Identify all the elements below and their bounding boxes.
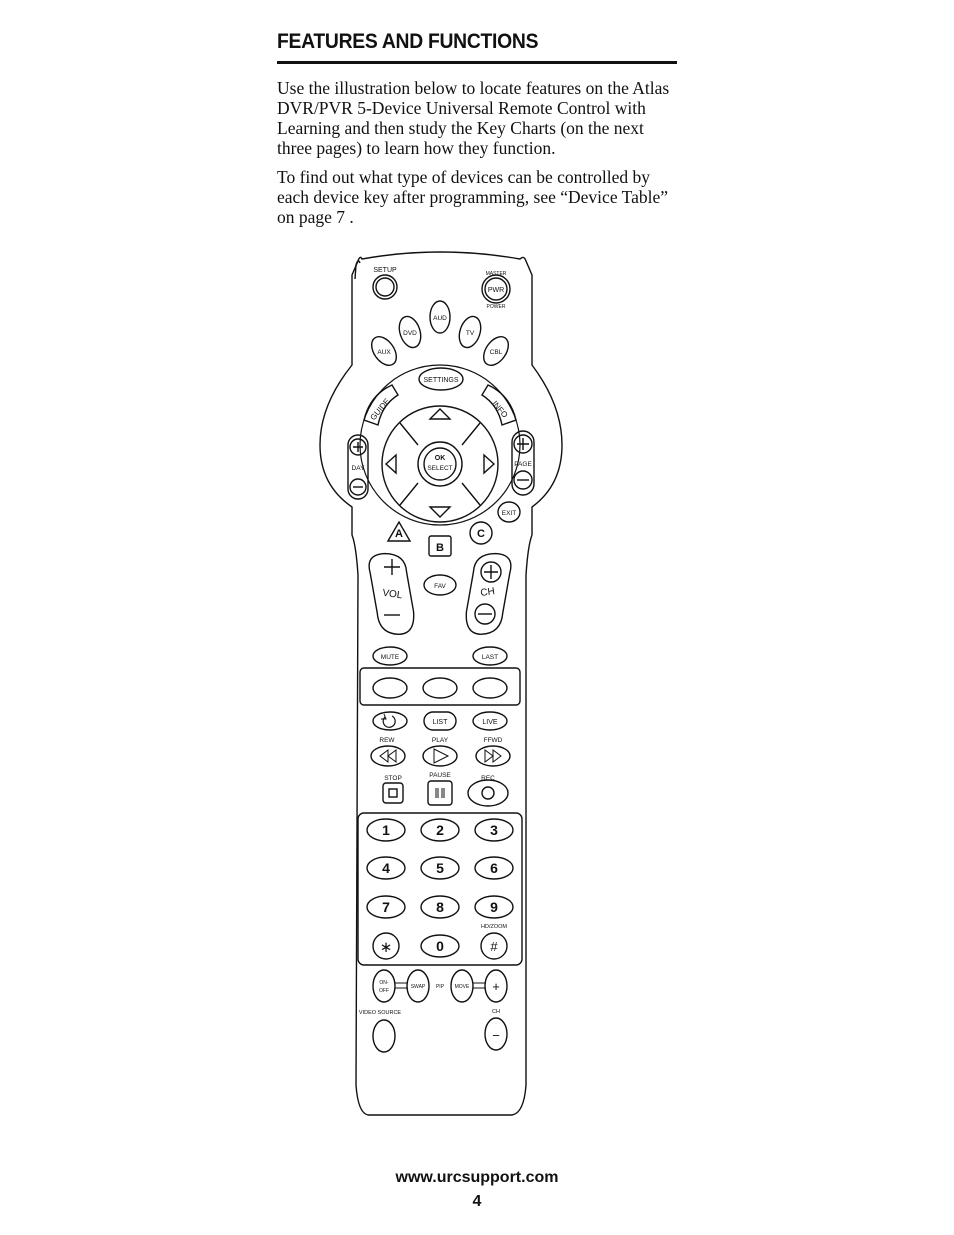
svg-text:−: − (492, 1028, 500, 1043)
svg-text:CH: CH (492, 1009, 500, 1015)
stop-icon (389, 789, 397, 797)
ok-select-button (424, 448, 456, 480)
page-heading: FEATURES AND FUNCTIONS (277, 30, 539, 53)
svg-text:B: B (436, 542, 444, 554)
svg-text:FFWD: FFWD (483, 737, 503, 744)
svg-text:MOVE: MOVE (454, 984, 470, 990)
svg-text:DVD: DVD (403, 330, 417, 337)
svg-text:MASTER: MASTER (485, 271, 507, 277)
key-1: 1 (382, 822, 390, 838)
svg-text:C: C (477, 528, 485, 540)
pause-icon (436, 788, 444, 798)
up-arrow-icon (430, 409, 450, 419)
svg-text:PAGE: PAGE (514, 461, 532, 468)
intro-paragraph: Use the illustration below to locate features on the Atlas DVR/PVR 5-Device Universal Remote Control with Learning and then study the Key Charts (on the next three pages) to learn how they function. (277, 78, 670, 158)
svg-text:FAV: FAV (434, 583, 446, 590)
svg-text:MUTE: MUTE (380, 654, 400, 661)
page-number: 4 (472, 1193, 482, 1210)
rec-button (468, 780, 508, 806)
key-5: 5 (436, 860, 444, 876)
rew-icon (380, 750, 396, 762)
svg-text:A: A (395, 528, 403, 540)
heading-rule (277, 61, 677, 64)
svg-text:AUD: AUD (433, 315, 447, 322)
svg-text:SWAP: SWAP (410, 984, 426, 990)
svg-text:STOP: STOP (384, 775, 402, 782)
svg-text:SELECT: SELECT (427, 465, 453, 472)
svg-text:EXIT: EXIT (501, 510, 517, 517)
ffwd-icon (485, 750, 501, 762)
svg-text:PAUSE: PAUSE (429, 772, 451, 779)
key-hash: # (490, 939, 498, 954)
svg-text:CH: CH (479, 586, 496, 599)
pwr-label: PWR (487, 287, 505, 294)
svg-text:VIDEO SOURCE: VIDEO SOURCE (358, 1010, 402, 1016)
key-9: 9 (490, 899, 498, 915)
svg-text:AUX: AUX (377, 349, 391, 356)
play-button (423, 746, 457, 766)
left-arrow-icon (386, 455, 396, 473)
key-2: 2 (436, 822, 444, 838)
svg-text:REW: REW (379, 737, 395, 744)
key-3: 3 (490, 822, 498, 838)
key-8: 8 (436, 899, 444, 915)
svg-text:VOL: VOL (381, 587, 404, 602)
svg-text:INFO: INFO (490, 399, 510, 420)
svg-text:PLAY: PLAY (431, 737, 449, 744)
svg-text:OFF: OFF (379, 988, 389, 994)
dpad-outer (382, 406, 498, 522)
pause-button (428, 781, 452, 805)
device-table-paragraph: To find out what type of devices can be controlled by each device key after programming, see “Device Table” on page 7 . (277, 167, 669, 227)
rec-icon (482, 787, 494, 799)
key-0: 0 (436, 938, 444, 954)
svg-text:SETTINGS: SETTINGS (423, 377, 459, 384)
svg-text:LIST: LIST (432, 719, 448, 726)
play-icon (434, 749, 448, 763)
stop-button (383, 783, 403, 803)
key-star: ∗ (379, 939, 393, 956)
setup-label: SETUP (373, 267, 397, 274)
key-6: 6 (490, 860, 498, 876)
svg-text:DAY: DAY (351, 465, 365, 472)
svg-text:+: + (492, 979, 500, 994)
remote-illustration (300, 245, 580, 1125)
svg-text:HD/ZOOM: HD/ZOOM (481, 924, 507, 930)
key-4: 4 (382, 860, 390, 876)
svg-text:REC: REC (481, 775, 495, 782)
svg-text:CBL: CBL (489, 349, 503, 356)
svg-text:GUIDE: GUIDE (368, 396, 392, 422)
pip-on-off-button (373, 970, 395, 1002)
color-keys-panel (360, 668, 520, 705)
svg-text:LIVE: LIVE (482, 719, 498, 726)
svg-text:PIP: PIP (435, 984, 445, 990)
footer-url: www.urcsupport.com (395, 1169, 559, 1186)
video-source-button (373, 1020, 395, 1052)
key-7: 7 (382, 899, 390, 915)
svg-text:ON-: ON- (379, 980, 389, 986)
svg-text:OK: OK (434, 455, 446, 462)
svg-text:POWER: POWER (486, 304, 506, 310)
svg-text:LAST: LAST (481, 654, 499, 661)
svg-text:TV: TV (465, 330, 475, 337)
right-arrow-icon (484, 455, 494, 473)
down-arrow-icon (430, 507, 450, 517)
